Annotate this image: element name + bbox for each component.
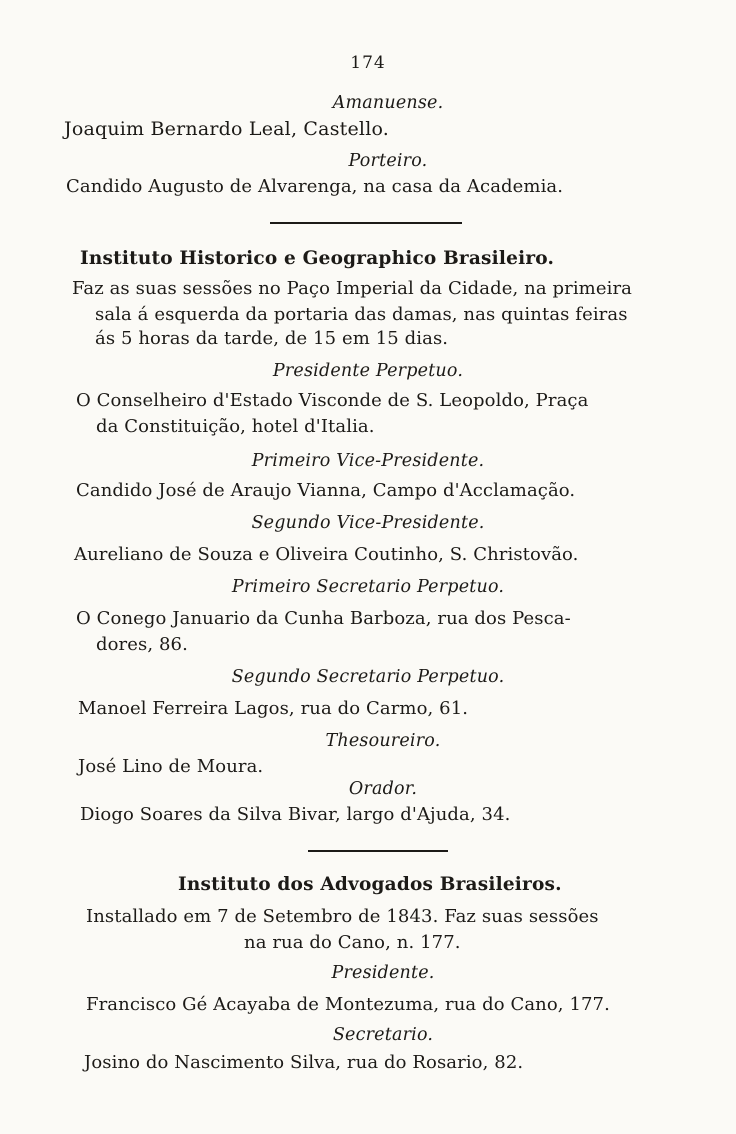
entry-segundo-vice: Aureliano de Souza e Oliveira Coutinho, S. Christovão. [74,544,579,565]
intro-line-3: ás 5 horas da tarde, de 15 em 15 dias. [95,328,449,349]
title-presidente: Presidente. [331,963,435,983]
title-amanuense: Amanuense. [332,93,444,113]
entry-presidente-line-1: O Conselheiro d'Estado Visconde de S. Leopoldo, Praça [76,390,589,411]
entry-thesoureiro: José Lino de Moura. [78,756,264,777]
intro-advogados-line-1: Installado em 7 de Setembro de 1843. Faz suas sessões [86,906,599,927]
intro-advogados-line-2: na rua do Cano, n. 177. [244,932,461,953]
entry-presidente-advogados: Francisco Gé Acayaba de Montezuma, rua do Cano, 177. [86,994,610,1015]
page-number: 174 [350,53,386,73]
entry-segundo-secretario: Manoel Ferreira Lagos, rua do Carmo, 61. [78,698,469,719]
title-primeiro-secretario: Primeiro Secretario Perpetuo. [231,577,505,597]
title-porteiro: Porteiro. [348,151,428,171]
divider-rule [270,222,462,224]
entry-porteiro: Candido Augusto de Alvarenga, na casa da Academia. [66,176,564,197]
entry-presidente-line-2: da Constituição, hotel d'Italia. [96,416,375,437]
divider-rule [308,850,448,852]
intro-line-1: Faz as suas sessões no Paço Imperial da Cidade, na primeira [72,278,632,299]
title-orador: Orador. [348,779,418,799]
intro-line-2: sala á esquerda da portaria das damas, nas quintas feiras [95,304,628,325]
entry-orador: Diogo Soares da Silva Bivar, largo d'Ajuda, 34. [80,804,511,825]
heading-instituto-historico: Instituto Historico e Geographico Brasileiro. [80,248,555,269]
title-primeiro-vice: Primeiro Vice-Presidente. [251,451,485,471]
entry-primeiro-secretario-line-1: O Conego Januario da Cunha Barboza, rua dos Pesca- [76,608,571,629]
title-secretario: Secretario. [332,1025,434,1045]
entry-amanuense: Joaquim Bernardo Leal, Castello. [64,118,390,140]
title-presidente-perpetuo: Presidente Perpetuo. [272,361,464,381]
entry-primeiro-secretario-line-2: dores, 86. [96,634,188,655]
entry-secretario-advogados: Josino do Nascimento Silva, rua do Rosario, 82. [84,1052,524,1073]
title-segundo-secretario: Segundo Secretario Perpetuo. [231,667,505,687]
title-thesoureiro: Thesoureiro. [325,731,441,751]
heading-instituto-advogados: Instituto dos Advogados Brasileiros. [178,874,562,895]
title-segundo-vice: Segundo Vice-Presidente. [251,513,485,533]
entry-primeiro-vice: Candido José de Araujo Vianna, Campo d'Acclamação. [76,480,576,501]
